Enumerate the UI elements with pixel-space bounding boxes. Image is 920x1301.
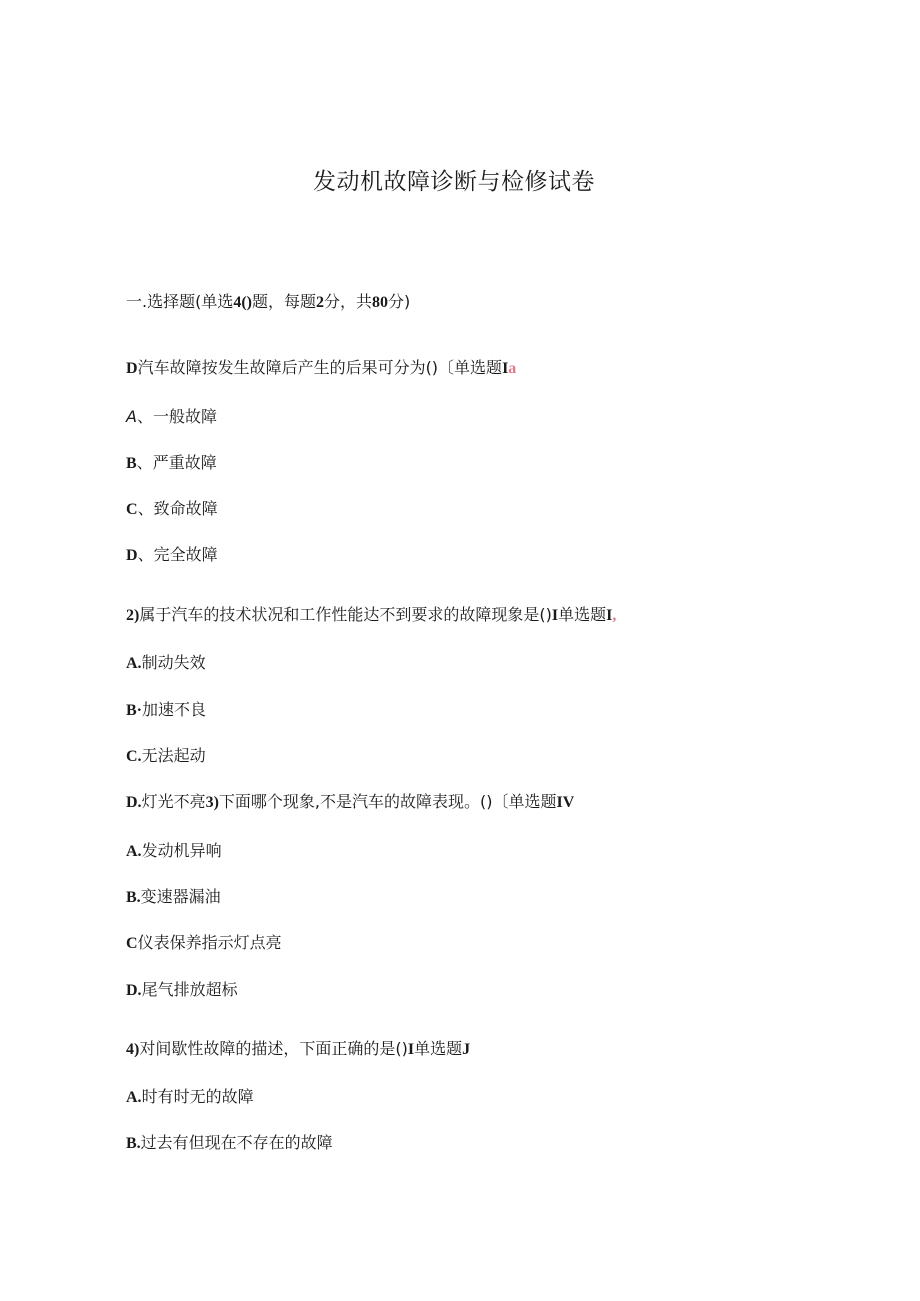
option-1b: B、严重故障 (126, 453, 217, 472)
option-1a: A、一般故障 (126, 407, 217, 426)
question-2: 2)属于汽车的技术状况和工作性能达不到要求的故障现象是()I单选题I, (126, 605, 617, 624)
option-1c: C、致命故障 (126, 499, 218, 518)
document-title: 发动机故障诊断与检修试卷 (313, 169, 595, 195)
section-heading: 一.选择题(单选4()题，每题2分，共80分) (126, 292, 411, 311)
question-4: 4)对间歇性故障的描述，下面正确的是()I单选题J (126, 1039, 471, 1058)
option-3b: B.变速器漏油 (126, 887, 221, 906)
option-3d: D.尾气排放超标 (126, 980, 238, 999)
question-3: D.灯光不亮3)下面哪个现象,不是汽车的故障表现。()〔单选题IV (126, 792, 575, 811)
option-3c: C仪表保养指示灯点亮 (126, 933, 282, 952)
option-4a: A.时有时无的故障 (126, 1087, 254, 1106)
option-3a: A.发动机异响 (126, 841, 222, 860)
option-2b: B·加速不良 (126, 700, 207, 719)
question-1: D汽车故障按发生故障后产生的后果可分为()〔单选题Ia (126, 358, 517, 377)
option-1d: D、完全故障 (126, 545, 218, 564)
option-4b: B.过去有但现在不存在的故障 (126, 1133, 333, 1152)
option-2c: C.无法起动 (126, 746, 206, 765)
option-2a: A.制动失效 (126, 653, 206, 672)
